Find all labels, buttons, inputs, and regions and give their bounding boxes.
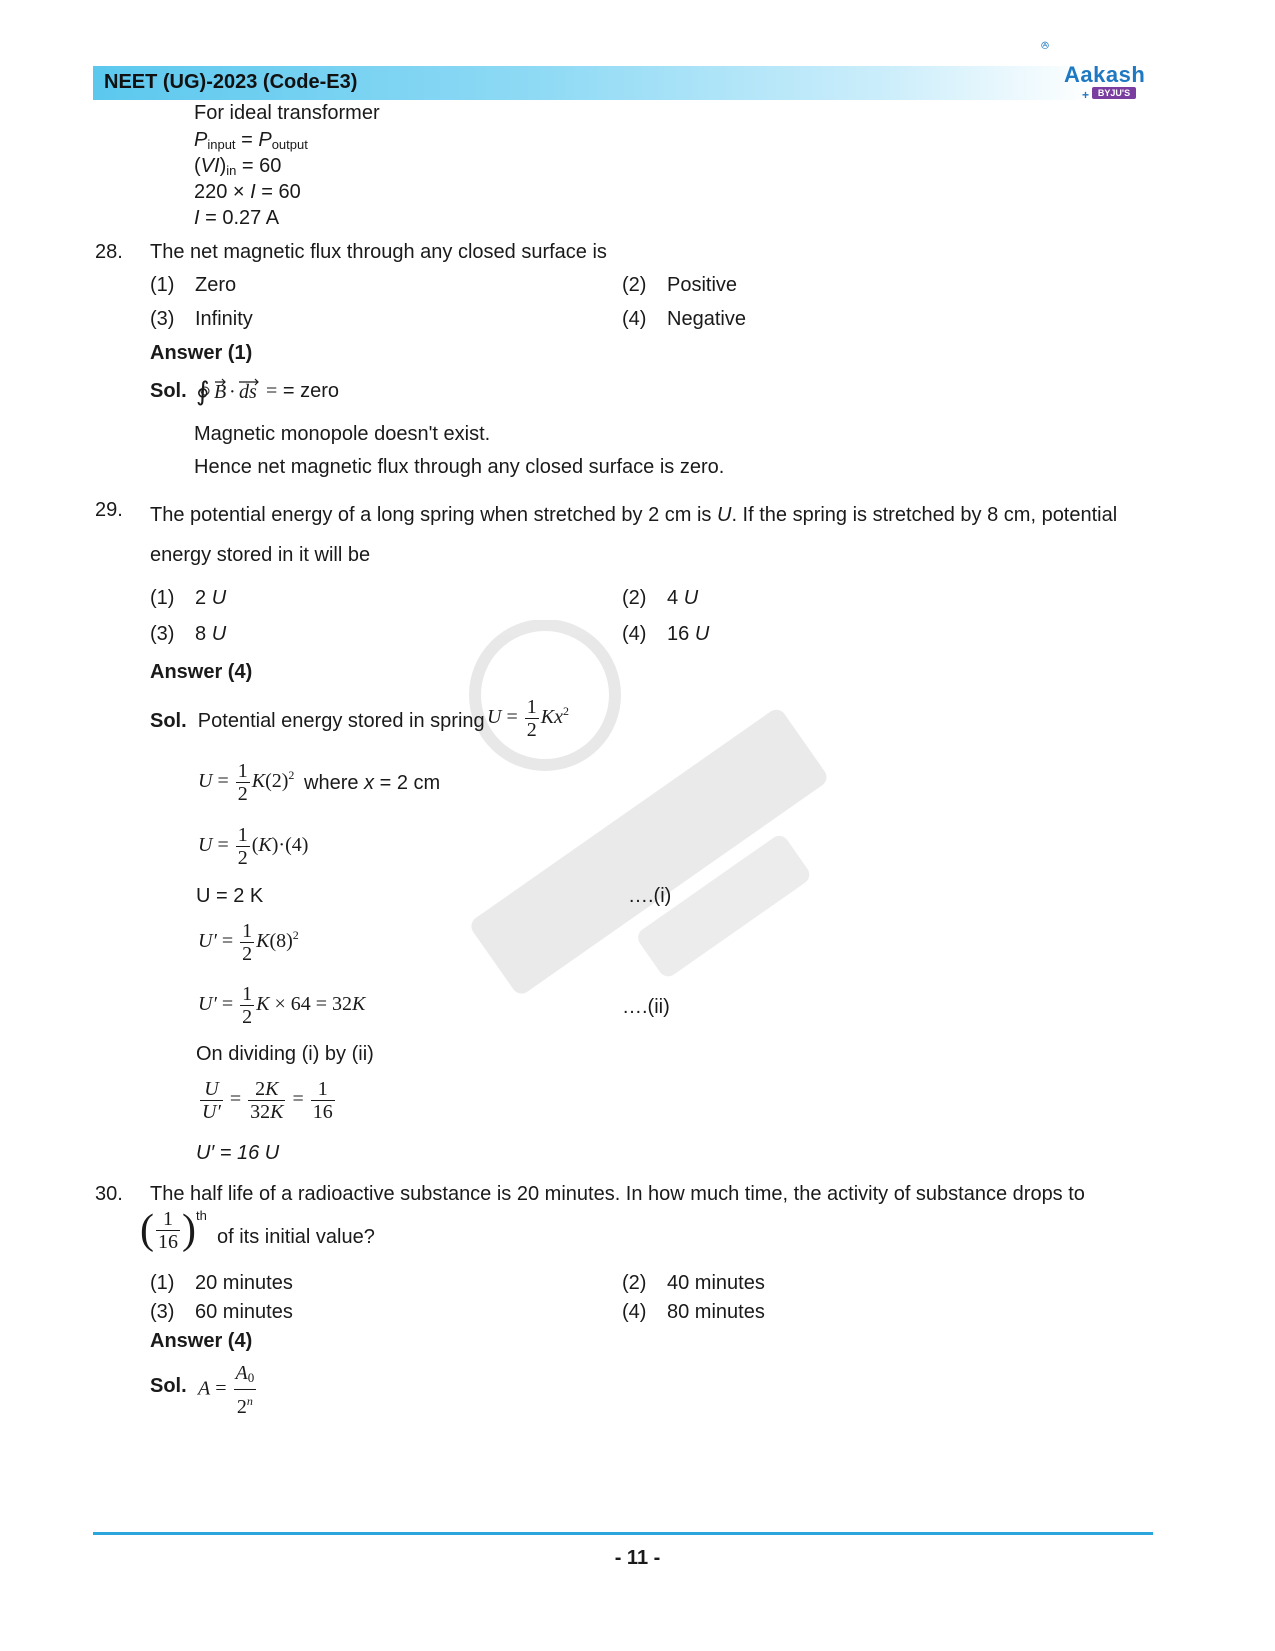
formula-spring-energy: U = $\frac{1}{2}$ Kx$^2$	[487, 696, 569, 741]
intro-line-2: $P_{input} = P_{output}$	[194, 129, 308, 152]
q30-option-2: (2) 40 minutes	[622, 1272, 765, 1294]
intro-line-5: I = 0.27 A	[194, 207, 280, 229]
q28-question: The net magnetic flux through any closed surface is	[150, 241, 607, 263]
q30-answer: Answer (4)	[150, 1330, 253, 1352]
svg-text:ds: ds	[239, 381, 257, 403]
q28-answer: Answer (1)	[150, 342, 253, 364]
q30-option-3: (3) 60 minutes	[150, 1301, 293, 1323]
q29-number: 29.	[95, 499, 123, 521]
page-header-title: NEET (UG)-2023 (Code-E3)	[104, 71, 358, 93]
page-number: - 11 -	[614, 1547, 661, 1569]
q29-result: U′ = 16 U	[196, 1142, 280, 1164]
formula-ratio: $\frac{U}{U'}$ = $\frac{2K}{32K}$ = $\frac{1}{16}$	[202, 1078, 333, 1123]
formula-step-4: U′ = $\frac{1}{2}$ $K(8)^2$	[198, 920, 299, 965]
q28-sol-line-2: Hence net magnetic flux through any closed surface is zero.	[194, 456, 725, 478]
q30-option-4: (4) 80 minutes	[622, 1301, 765, 1323]
fraction-one-sixteenth: ( $\frac{1}{16}$ )	[140, 1207, 196, 1253]
q29-question-line-1: The potential energy of a long spring when stretched by 2 cm is U. If the spring is stretched by 8 cm, potential	[150, 504, 1118, 526]
intro-line-3: $(VI)_{in} = 60$	[194, 155, 282, 178]
q28-sol-line-1: Magnetic monopole doesn't exist.	[194, 423, 491, 445]
q28-sol-equation-rest: = = zero	[266, 380, 339, 402]
q30-sol-label: Sol.	[150, 1375, 187, 1397]
where-clause: where x = 2 cm	[304, 772, 441, 794]
brand-plus: +	[1082, 88, 1090, 102]
q29-option-1: (1) 2 U	[150, 587, 227, 609]
dividing-text: On dividing (i) by (ii)	[196, 1043, 374, 1065]
q29-question-line-2: energy stored in it will be	[150, 544, 371, 566]
q28-option-3: (3) Infinity	[150, 308, 253, 330]
brand-partner-badge: BYJU'S	[1092, 87, 1136, 99]
svg-text:·: ·	[229, 381, 236, 403]
q30-option-1: (1) 20 minutes	[150, 1272, 293, 1294]
q28-option-4: (4) Negative	[622, 308, 746, 330]
q29-sol-line: Sol. Potential energy stored in spring	[150, 710, 485, 732]
superscript-th: th	[196, 1208, 207, 1223]
q30-question-line-1: The half life of a radioactive substance is 20 minutes. In how much time, the activity of substance drops to	[150, 1183, 1085, 1205]
q28-option-1: (1) Zero	[150, 274, 237, 296]
equation-tag-i: ….(i)	[628, 885, 672, 907]
equation-tag-ii: ….(ii)	[622, 996, 670, 1018]
q28-number: 28.	[95, 241, 123, 263]
formula-step-2: U = $\frac{1}{2}$ (K)·(4)	[198, 824, 309, 869]
aakash-logo-icon	[1040, 38, 1070, 64]
svg-text:∮: ∮	[196, 377, 210, 407]
intro-line-4: 220 × I = 60	[194, 181, 301, 203]
q30-number: 30.	[95, 1183, 123, 1205]
formula-step-1: U = $\frac{1}{2}$ $K(2)^2$	[198, 760, 295, 805]
formula-activity: A = $\frac{A_0}{2^n}$	[198, 1362, 255, 1418]
formula-step-5: U′ = $\frac{1}{2}$ K × 64 = 32K	[198, 983, 366, 1028]
q29-option-4: (4) 16 U	[622, 623, 710, 645]
footer-divider	[93, 1532, 1153, 1535]
intro-line-1: For ideal transformer	[194, 102, 380, 124]
svg-text:B: B	[214, 381, 227, 403]
q30-question-line-2: of its initial value?	[217, 1226, 375, 1248]
formula-step-3: U = 2 K	[196, 885, 264, 907]
q29-option-2: (2) 4 U	[622, 587, 699, 609]
brand-name: Aakash	[1064, 62, 1146, 87]
q28-sol-label: Sol.	[150, 380, 187, 402]
q29-answer: Answer (4)	[150, 661, 253, 683]
q29-option-3: (3) 8 U	[150, 623, 227, 645]
q28-option-2: (2) Positive	[622, 274, 738, 296]
aakash-watermark-icon	[400, 620, 920, 1040]
